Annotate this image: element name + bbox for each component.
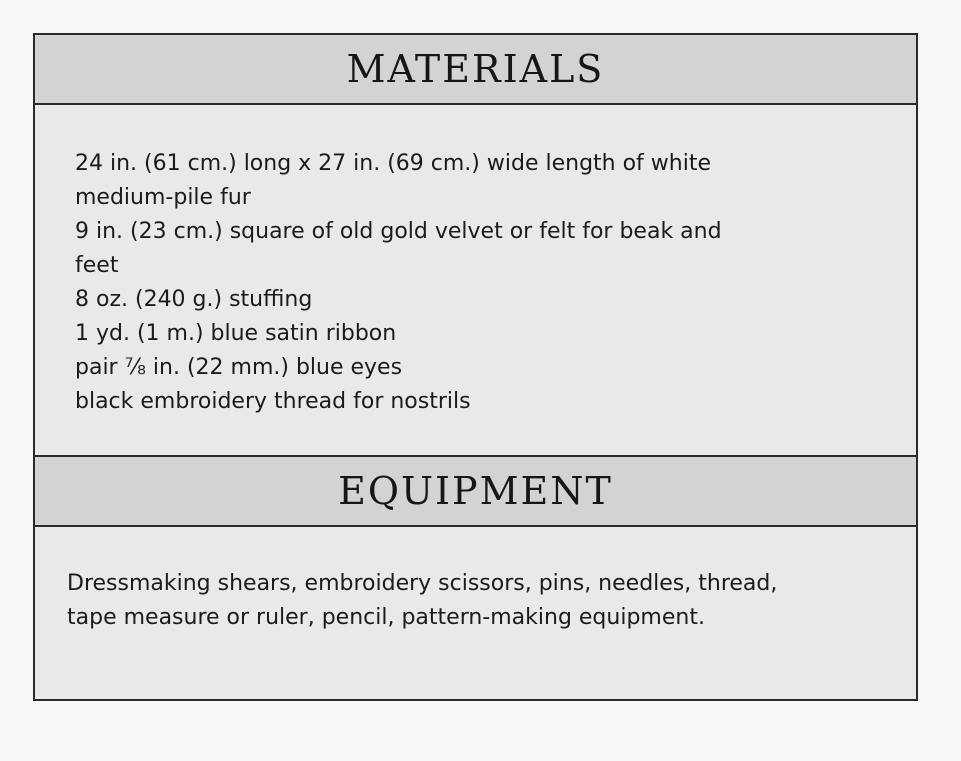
materials-list bbox=[75, 147, 876, 419]
materials-line-7: pair ⅞ in. (22 mm.) blue eyes bbox=[75, 355, 403, 380]
materials-line-3: 9 in. (23 cm.) square of old gold velvet or felt for beak and bbox=[75, 219, 722, 244]
equipment-description bbox=[67, 567, 846, 635]
equipment-text: Dressmaking shears, embroidery scissors, pins, needles, thread, tape measure or ruler, pencil, pattern-making equipment. bbox=[67, 571, 778, 630]
materials-equipment-box bbox=[33, 33, 918, 701]
equipment-heading: EQUIPMENT bbox=[35, 455, 916, 527]
materials-heading: MATERIALS bbox=[35, 35, 916, 105]
materials-line-5: 8 oz. (240 g.) stuffing bbox=[75, 287, 313, 312]
materials-line-1: 24 in. (61 cm.) long x 27 in. (69 cm.) wide length of white bbox=[75, 151, 712, 176]
materials-line-6: 1 yd. (1 m.) blue satin ribbon bbox=[75, 321, 397, 346]
materials-line-2: medium-pile fur bbox=[75, 185, 251, 210]
materials-line-4: feet bbox=[75, 253, 119, 278]
materials-line-8: black embroidery thread for nostrils bbox=[75, 389, 471, 414]
